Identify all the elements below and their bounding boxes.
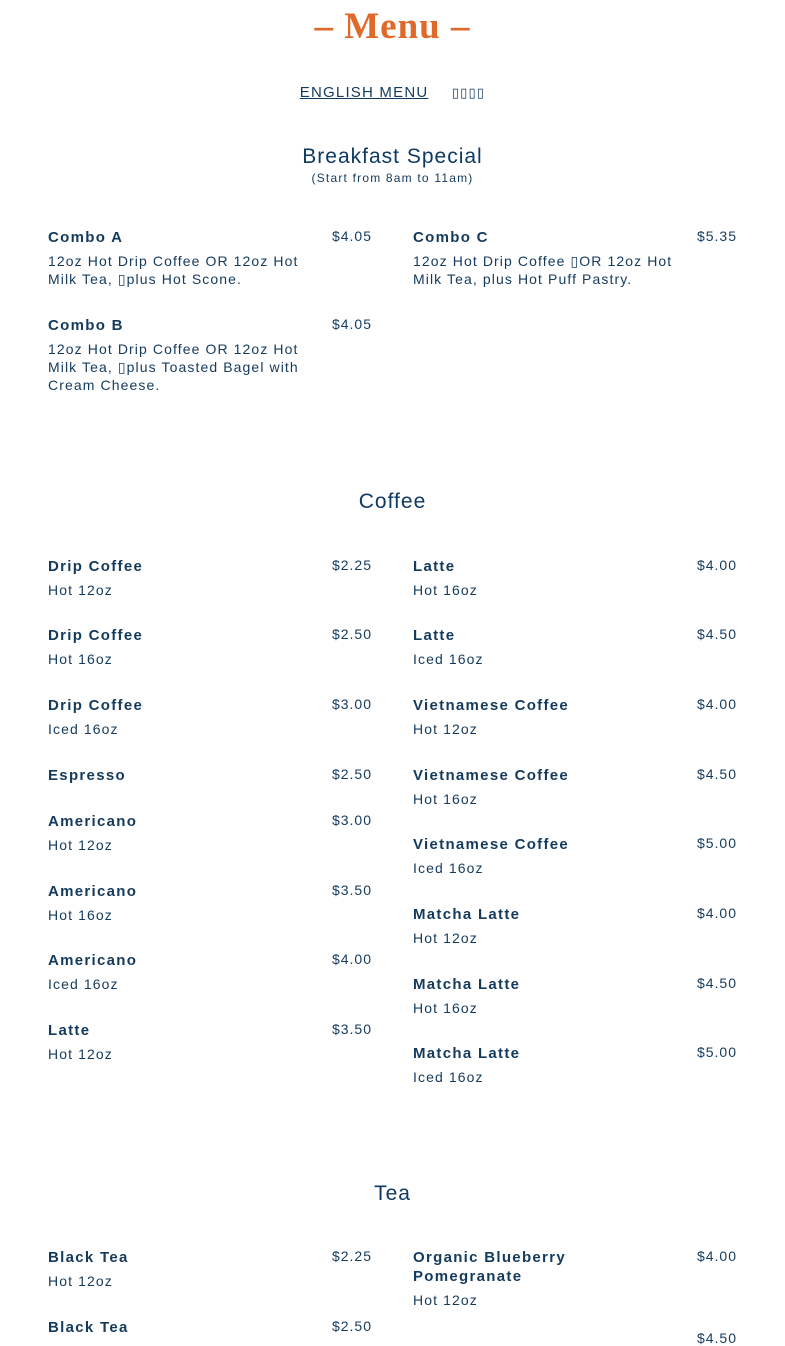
item-price: $2.25: [331, 1248, 372, 1264]
item-name: Combo B: [48, 317, 124, 334]
item-name: Matcha Latte: [413, 1045, 521, 1062]
item-description: Hot 12oz: [413, 721, 478, 737]
menu-item: [48, 882, 372, 924]
item-name: Latte: [413, 627, 456, 644]
menu-item: [48, 316, 372, 394]
item-description: 12oz Hot Drip Coffee ▯OR 12oz Hot Milk Tea, plus Hot Puff Pastry.: [413, 253, 673, 287]
item-price: $4.50: [696, 766, 737, 782]
item-name: Espresso: [48, 767, 126, 784]
item-price: $3.50: [331, 1021, 372, 1037]
item-name: Americano: [48, 883, 138, 900]
item-description: Hot 16oz: [48, 651, 113, 667]
item-name: Matcha Latte: [413, 906, 521, 923]
tea-section-title: Tea: [374, 1182, 411, 1205]
item-name: Vietnamese Coffee: [413, 836, 570, 853]
item-name: Black Tea: [48, 1249, 129, 1266]
item-price: $5.35: [696, 228, 737, 244]
menu-item: [48, 228, 372, 288]
menu-item: [48, 626, 372, 668]
item-name: Latte: [48, 1022, 91, 1039]
item-price: $4.05: [331, 228, 372, 244]
item-name: Combo C: [413, 229, 489, 246]
item-price: $4.05: [331, 316, 372, 332]
item-price: $4.50: [696, 626, 737, 642]
item-price: $2.50: [331, 1318, 372, 1334]
breakfast-section-subtitle: (Start from 8am to 11am): [311, 171, 474, 185]
item-description: Hot 12oz: [48, 1273, 113, 1289]
item-price: $4.50: [696, 975, 737, 991]
item-name: Vietnamese Coffee: [413, 697, 570, 714]
item-price: $4.00: [696, 557, 737, 573]
item-description: Hot 16oz: [413, 791, 478, 807]
menu-item: [48, 1318, 372, 1337]
english-menu-link[interactable]: ENGLISH MENU: [299, 84, 429, 101]
menu-item: [48, 696, 372, 738]
item-description: Hot 12oz: [413, 930, 478, 946]
menu-item: [48, 1021, 372, 1063]
item-price: $4.00: [331, 951, 372, 967]
item-description: Hot 16oz: [413, 582, 478, 598]
item-description: Iced 16oz: [413, 651, 484, 667]
item-price: $4.50: [696, 1330, 737, 1346]
item-name: Americano: [48, 952, 138, 969]
menu-item: [413, 626, 737, 668]
menu-item: [48, 1248, 372, 1290]
menu-item: [48, 812, 372, 854]
coffee-section-title: Coffee: [358, 490, 427, 513]
item-description: Hot 12oz: [48, 837, 113, 853]
item-price: $2.25: [331, 557, 372, 573]
item-price: $5.00: [696, 835, 737, 851]
menu-item: [413, 228, 737, 288]
menu-item: [413, 835, 737, 877]
alternate-language-link[interactable]: ▯▯▯▯: [451, 85, 486, 100]
item-price: $2.50: [331, 766, 372, 782]
item-name: Matcha Latte: [413, 976, 521, 993]
language-switcher: [0, 84, 785, 101]
item-name: Combo A: [48, 229, 124, 246]
item-description: Iced 16oz: [48, 721, 119, 737]
item-name: Drip Coffee: [48, 627, 144, 644]
item-description: 12oz Hot Drip Coffee OR 12oz Hot Milk Tea, ▯plus Toasted Bagel with Cream Cheese.: [48, 341, 299, 393]
menu-item: [413, 766, 737, 808]
item-price: $4.00: [696, 905, 737, 921]
item-description: Hot 12oz: [48, 582, 113, 598]
item-name: Black Tea: [48, 1319, 129, 1336]
menu-item: [413, 557, 737, 599]
item-price: $3.00: [331, 812, 372, 828]
menu-item: [413, 1044, 737, 1086]
item-price: $2.50: [331, 626, 372, 642]
menu-item: [413, 1248, 737, 1309]
menu-item: [413, 905, 737, 947]
item-description: Hot 16oz: [413, 1000, 478, 1016]
menu-item: [413, 975, 737, 1017]
item-name: Americano: [48, 813, 138, 830]
item-name: Vietnamese Coffee: [413, 767, 570, 784]
item-description: Hot 12oz: [413, 1292, 478, 1308]
menu-item: [48, 557, 372, 599]
item-name: Latte: [413, 558, 456, 575]
menu-item: [413, 696, 737, 738]
item-price: $3.50: [331, 882, 372, 898]
menu-title: – Menu –: [314, 6, 471, 47]
item-description: Iced 16oz: [48, 976, 119, 992]
breakfast-section-title: Breakfast Special: [302, 145, 483, 168]
item-price: $4.00: [696, 696, 737, 712]
item-name: Drip Coffee: [48, 558, 144, 575]
item-description: Iced 16oz: [413, 860, 484, 876]
item-price: $3.00: [331, 696, 372, 712]
item-description: 12oz Hot Drip Coffee OR 12oz Hot Milk Tea, ▯plus Hot Scone.: [48, 253, 299, 287]
item-description: Hot 12oz: [48, 1046, 113, 1062]
item-description: Hot 16oz: [48, 907, 113, 923]
item-name: Organic Blueberry Pomegranate: [413, 1249, 566, 1285]
item-price: $4.00: [696, 1248, 737, 1264]
menu-item: [48, 766, 372, 785]
menu-item: [48, 951, 372, 993]
item-price: $5.00: [696, 1044, 737, 1060]
item-description: Iced 16oz: [413, 1069, 484, 1085]
item-name: Drip Coffee: [48, 697, 144, 714]
